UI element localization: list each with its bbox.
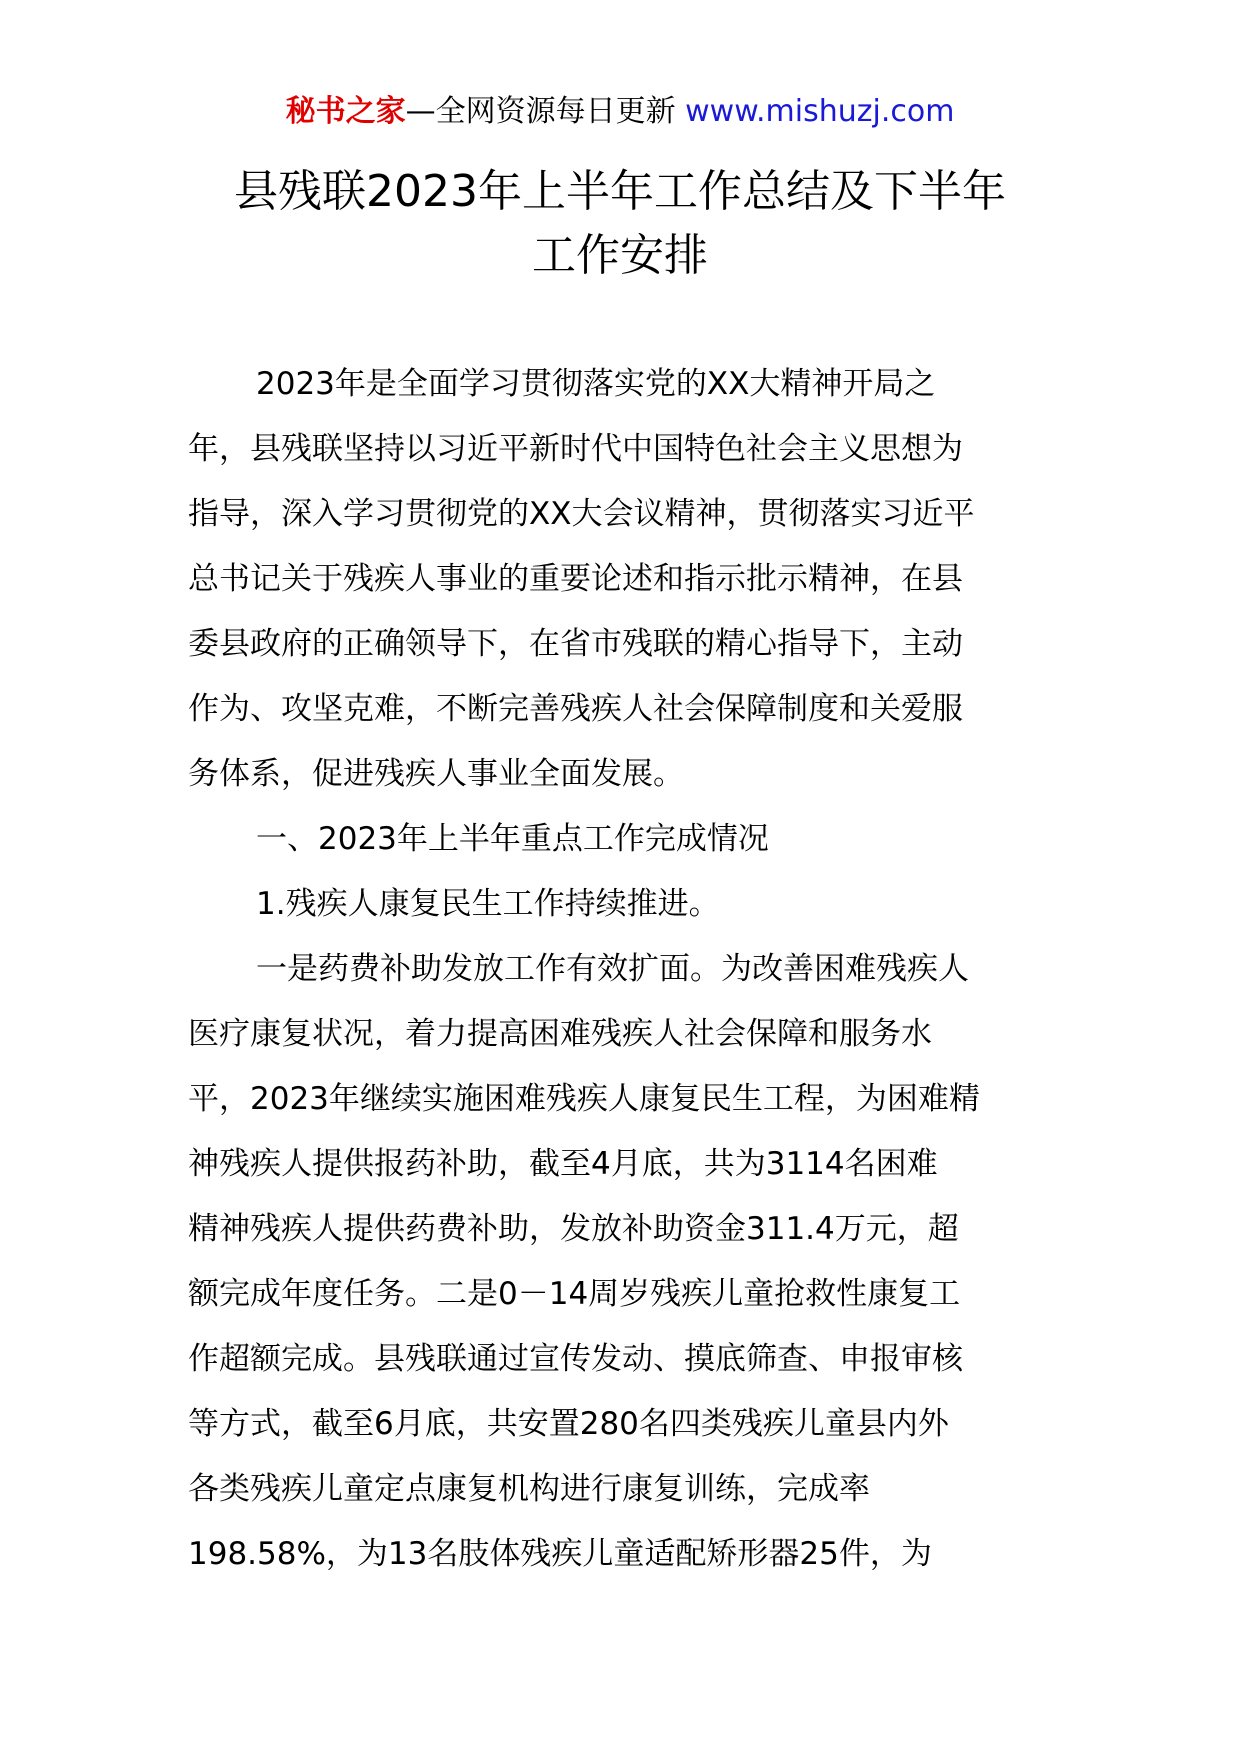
body-line: 作为、攻坚克难，不断完善残疾人社会保障制度和关爱服 — [188, 691, 963, 727]
body-line: 各类残疾儿童定点康复机构进行康复训练，完成率 — [188, 1471, 870, 1507]
body-line: 委县政府的正确领导下，在省市残联的精心指导下，主动 — [188, 626, 963, 662]
subsection-heading: 1.残疾人康复民生工作持续推进。 — [256, 886, 720, 922]
body-line: 指导，深入学习贯彻党的XX大会议精神，贯彻落实习近平 — [188, 496, 975, 532]
body-line: 等方式，截至6月底，共安置280名四类残疾儿童县内外 — [188, 1406, 949, 1442]
body-line: 年，县残联坚持以习近平新时代中国特色社会主义思想为 — [188, 431, 963, 467]
site-header — [0, 92, 1240, 132]
document-body — [188, 352, 1054, 1587]
title-line-2: 工作安排 — [532, 230, 708, 281]
site-url-link[interactable]: www.mishuzj.com — [685, 94, 955, 129]
body-line: 总书记关于残疾人事业的重要论述和指示批示精神，在县 — [188, 561, 963, 597]
document-title — [0, 160, 1240, 288]
body-line: 神残疾人提供报药补助，截至4月底，共为3114名困难 — [188, 1146, 938, 1182]
body-line: 医疗康复状况，着力提高困难残疾人社会保障和服务水 — [188, 1016, 932, 1052]
body-line: 一是药费补助发放工作有效扩面。为改善困难残疾人 — [256, 951, 969, 987]
body-line: 198.58%，为13名肢体残疾儿童适配矫形器25件，为 — [188, 1536, 932, 1572]
header-tagline: —全网资源每日更新 — [405, 94, 676, 129]
body-line: 额完成年度任务。二是0－14周岁残疾儿童抢救性康复工 — [188, 1276, 961, 1312]
title-line-1: 县残联2023年上半年工作总结及下半年 — [234, 166, 1006, 217]
body-line: 作超额完成。县残联通过宣传发动、摸底筛查、申报审核 — [188, 1341, 963, 1377]
body-line: 务体系，促进残疾人事业全面发展。 — [188, 756, 684, 792]
body-line: 2023年是全面学习贯彻落实党的XX大精神开局之 — [256, 366, 936, 402]
section-heading: 一、2023年上半年重点工作完成情况 — [256, 821, 769, 857]
brand-name: 秘书之家 — [285, 94, 406, 129]
body-line: 精神残疾人提供药费补助，发放补助资金311.4万元，超 — [188, 1211, 959, 1247]
body-line: 平，2023年继续实施困难残疾人康复民生工程，为困难精 — [188, 1081, 980, 1117]
